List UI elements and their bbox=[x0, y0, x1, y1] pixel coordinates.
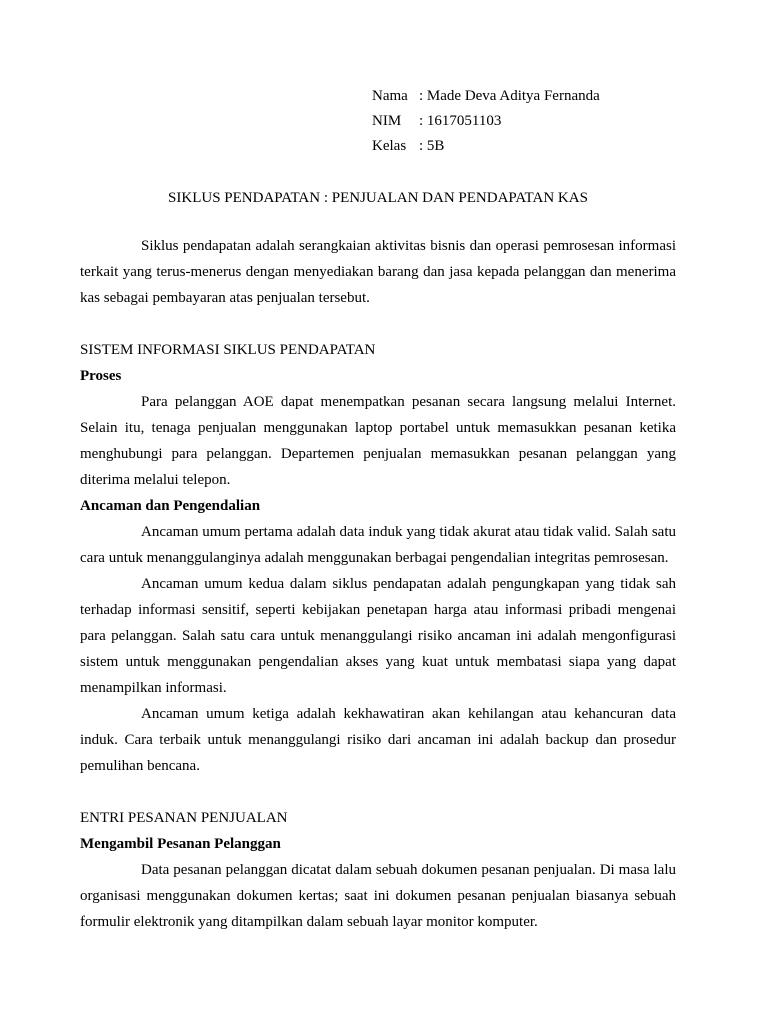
subheading-mengambil: Mengambil Pesanan Pelanggan bbox=[80, 836, 281, 852]
subheading-proses: Proses bbox=[80, 368, 122, 384]
document-title: SIKLUS PENDAPATAN : PENJUALAN DAN PENDAPATAN KAS bbox=[168, 190, 588, 206]
nama-label: Nama bbox=[372, 88, 408, 104]
proses-paragraph: Para pelanggan AOE dapat menempatkan pesanan secara langsung melalui Internet. Selain itu, tenaga penjualan menggunakan laptop portabel untuk memasukkan pesanan ketika menghubungi para pelanggan. Departemen penjualan memasukkan pesanan pelanggan yang diterima melalui telepon. bbox=[80, 394, 676, 488]
student-info bbox=[372, 84, 600, 159]
ancaman-paragraph-2: Ancaman umum kedua dalam siklus pendapatan adalah pengungkapan yang tidak sah terhadap informasi sensitif, seperti kebijakan penetapan harga atau informasi pribadi mengenai para pelanggan. Salah satu cara untuk menanggulangi risiko ancaman ini adalah mengonfigurasi sistem untuk menggunakan pengendalian akses yang kuat untuk membatasi siapa yang dapat menampilkan informasi. bbox=[80, 576, 676, 696]
ancaman-paragraph-1: Ancaman umum pertama adalah data induk yang tidak akurat atau tidak valid. Salah satu cara untuk menanggulanginya adalah menggunakan berbagai pengendalian integritas pemrosesan. bbox=[80, 524, 676, 566]
nama-value: : Made Deva Aditya Fernanda bbox=[419, 88, 600, 104]
kelas-value: : 5B bbox=[419, 138, 445, 154]
ancaman-paragraph-3: Ancaman umum ketiga adalah kekhawatiran akan kehilangan atau kehancuran data induk. Cara terbaik untuk menanggulangi risiko dari ancaman ini adalah backup dan prosedur pemulihan bencana. bbox=[80, 706, 676, 774]
nim-value: : 1617051103 bbox=[419, 113, 502, 129]
kelas-row bbox=[372, 134, 600, 159]
nim-row bbox=[372, 109, 600, 134]
mengambil-paragraph: Data pesanan pelanggan dicatat dalam sebuah dokumen pesanan penjualan. Di masa lalu organisasi menggunakan dokumen kertas; saat ini dokumen pesanan penjualan biasanya sebuah formulir elektronik yang ditampilkan dalam sebuah layar monitor komputer. bbox=[80, 862, 676, 930]
document-page bbox=[80, 0, 676, 1024]
nama-row bbox=[372, 84, 600, 109]
section-heading-sistem: SISTEM INFORMASI SIKLUS PENDAPATAN bbox=[80, 342, 376, 358]
intro-paragraph: Siklus pendapatan adalah serangkaian aktivitas bisnis dan operasi pemrosesan informasi terkait yang terus-menerus dengan menyediakan barang dan jasa kepada pelanggan dan menerima kas sebagai pembayaran atas penjualan tersebut. bbox=[80, 238, 676, 306]
nim-label: NIM bbox=[372, 113, 402, 129]
document-body bbox=[80, 233, 676, 935]
kelas-label: Kelas bbox=[372, 138, 407, 154]
subheading-ancaman: Ancaman dan Pengendalian bbox=[80, 498, 261, 514]
section-heading-entri: ENTRI PESANAN PENJUALAN bbox=[80, 810, 288, 826]
